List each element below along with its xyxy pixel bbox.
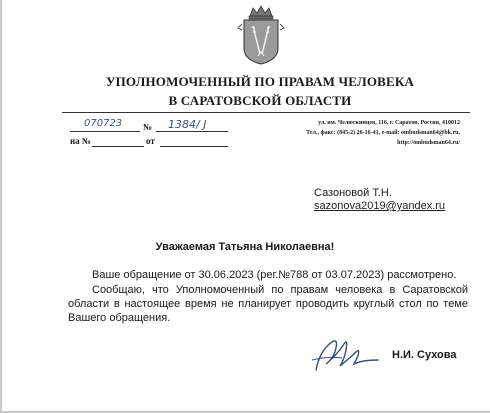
handwritten-signature-icon <box>306 330 386 374</box>
registration-date: 070723 <box>84 118 123 129</box>
organization-website: http://ombudsman64.ru/ <box>397 140 460 146</box>
recipient-name: Сазоновой Т.Н. <box>314 187 392 199</box>
number-label: № <box>143 122 153 132</box>
reference-prefix: на № <box>70 136 91 146</box>
reference-number-underline <box>92 146 144 147</box>
recipient-email[interactable]: sazonova2019@yandex.ru <box>314 200 446 212</box>
organization-region: В САРАТОВСКОЙ ОБЛАСТИ <box>168 93 352 108</box>
saratov-coat-of-arms-icon <box>236 4 286 66</box>
number-underline <box>156 131 228 132</box>
body-paragraph-1: Ваше обращение от 30.06.2023 (рег.№788 от 03.07.2023) рассмотрено. <box>92 269 457 281</box>
signer-name: Н.И. Сухова <box>392 349 457 361</box>
registration-number: 1384/ J <box>168 118 207 131</box>
reference-date-underline <box>160 146 228 147</box>
salutation: Уважаемая Татьяна Николаевна! <box>155 241 335 253</box>
organization-name: УПОЛНОМОЧЕННЫЙ ПО ПРАВАМ ЧЕЛОВЕКА <box>105 74 415 89</box>
date-underline <box>70 131 140 132</box>
reference-from-label: от <box>146 136 155 146</box>
header-divider <box>62 112 470 113</box>
body-paragraph-2: Сообщаю, что Уполномоченный по правам человека в Саратовской области в настоящее время не планирует проводить круглый стол по теме Вашего обращения. <box>68 284 468 324</box>
organization-address: ул. им. Челюскинцев, 116, г. Саратов, Россия, 410012 <box>318 120 460 126</box>
organization-contacts: Тел., факс: (845-2) 26-16-41, e-mail: ombudsman64@bk.ru, <box>306 130 460 136</box>
